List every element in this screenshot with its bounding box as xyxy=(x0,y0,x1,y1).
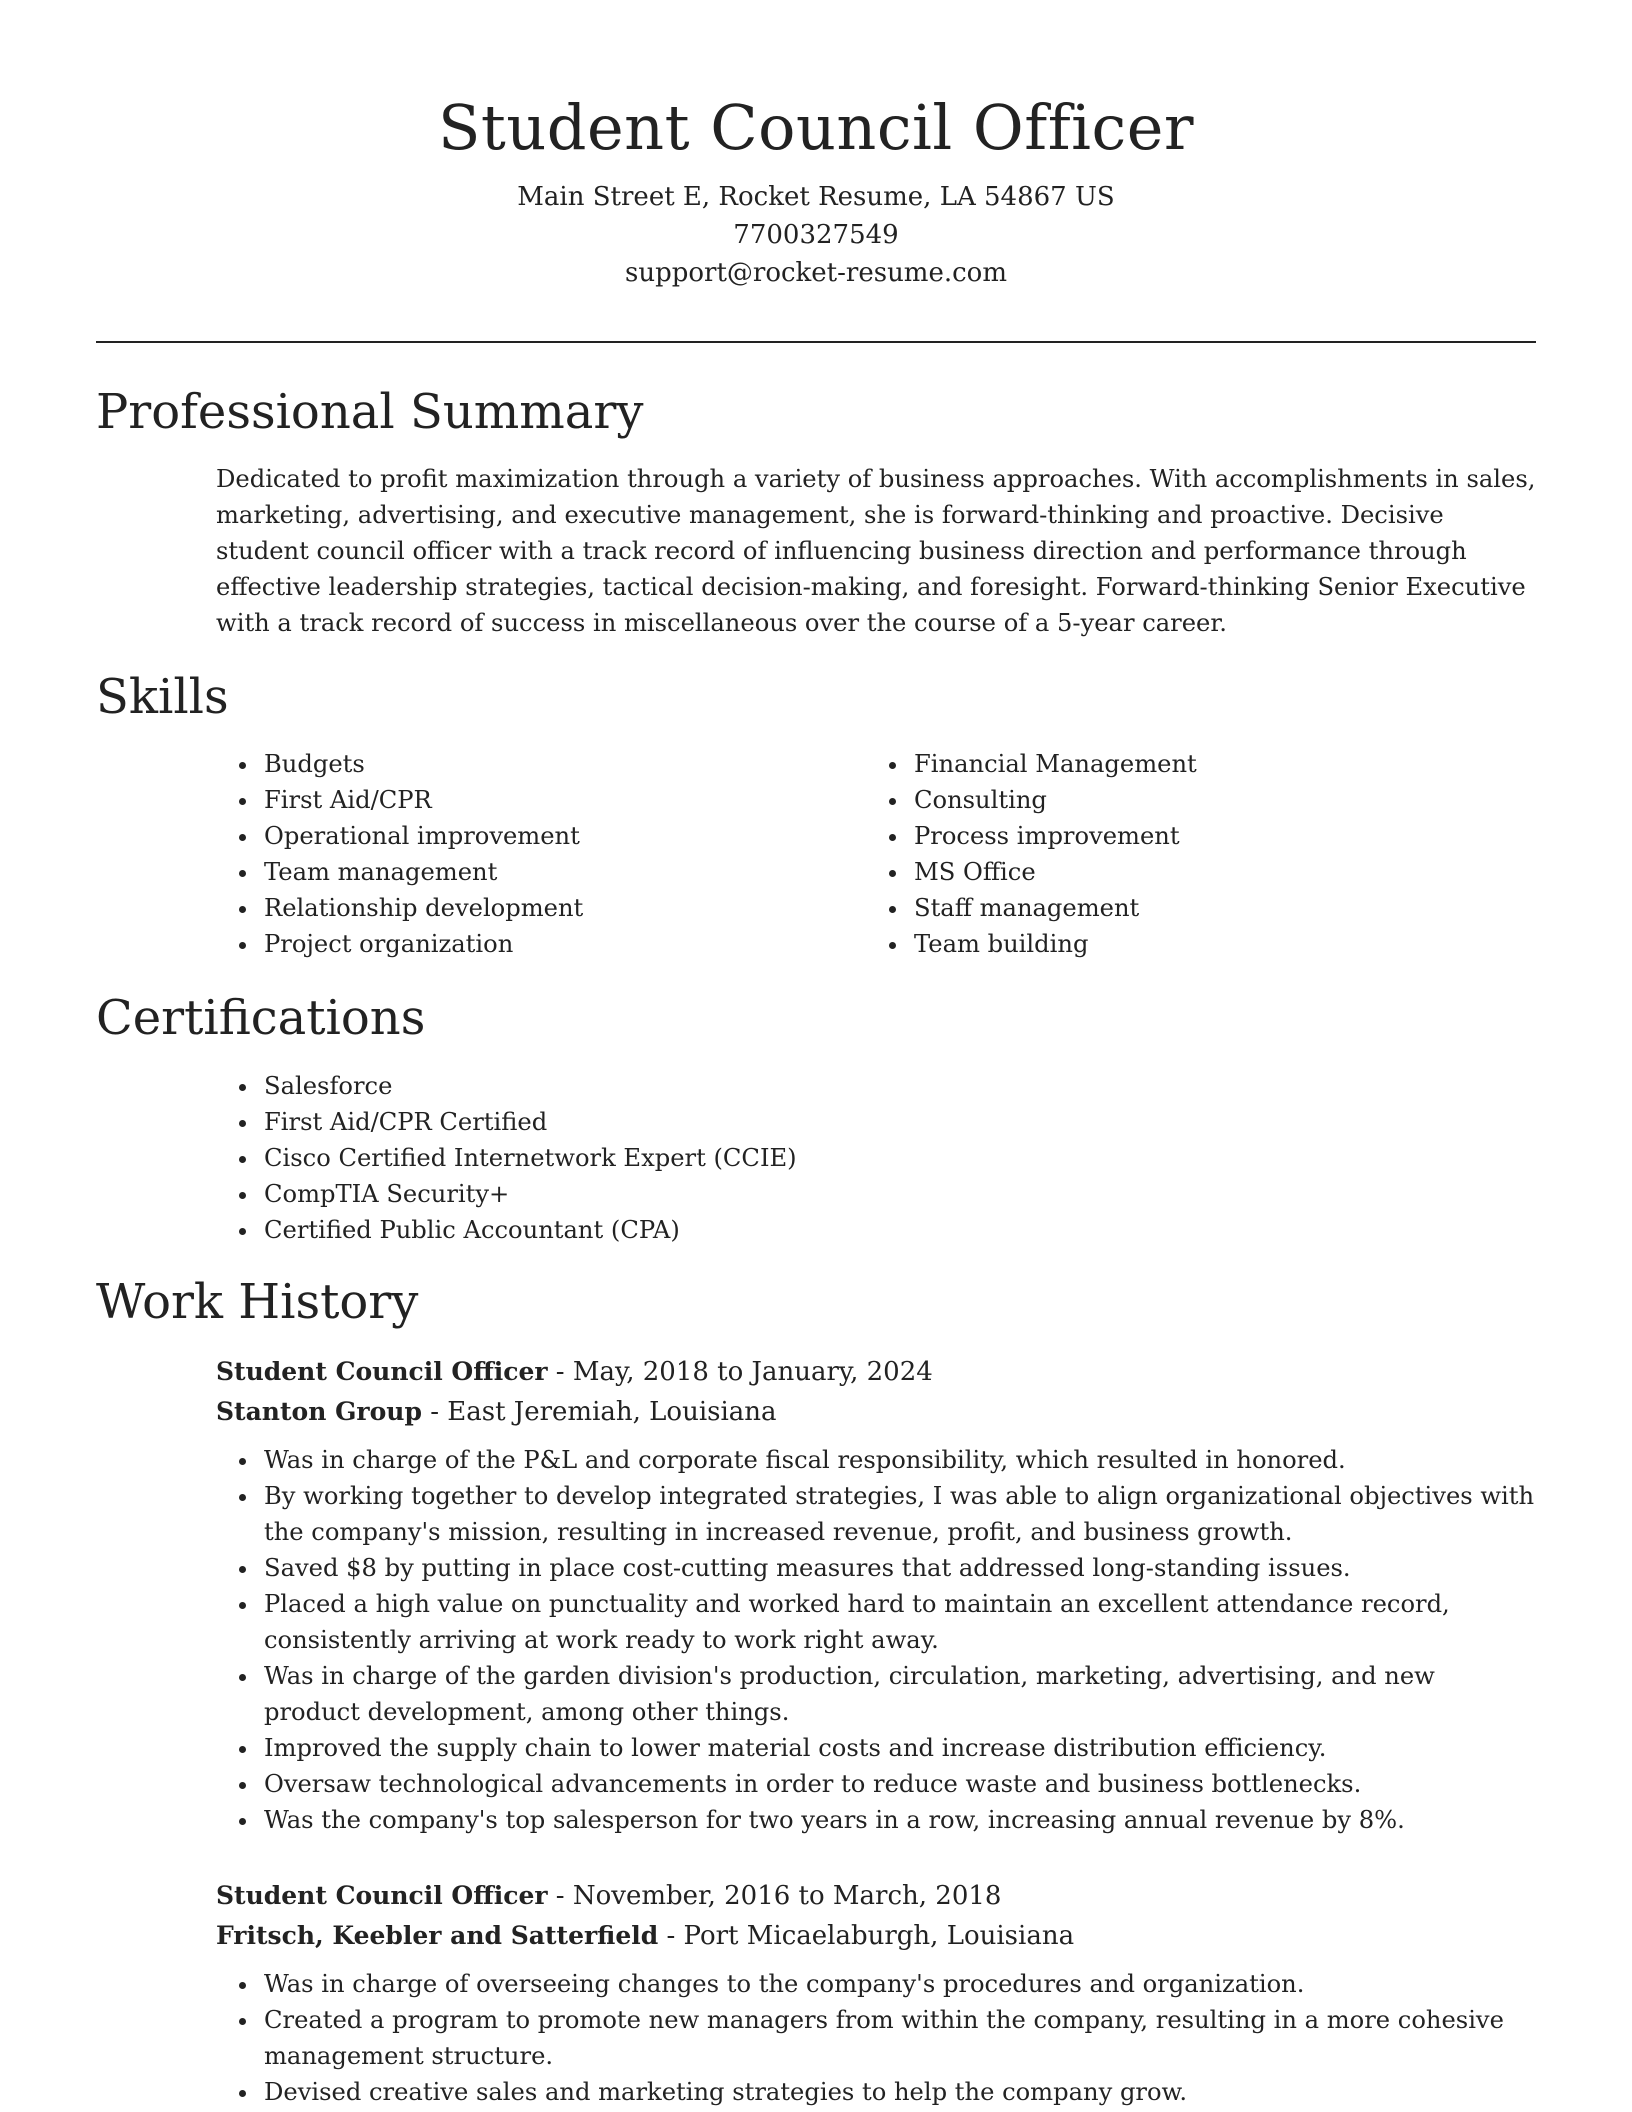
job-title: Student Council Officer xyxy=(216,1357,548,1386)
section-title-certifications: Certifications xyxy=(96,990,426,1046)
contact-email: support@rocket-resume.com xyxy=(624,258,1007,288)
skill-item: • Project organization xyxy=(260,926,856,962)
certification-item: • CompTIA Security+ xyxy=(260,1176,1536,1212)
job-company-line xyxy=(216,1916,1536,1956)
contact-block xyxy=(0,178,1632,292)
certification-item: • Salesforce xyxy=(260,1068,1536,1104)
resume-header xyxy=(0,0,1632,292)
skill-item: • Relationship development xyxy=(260,890,856,926)
job-bullets xyxy=(96,1966,1536,2110)
job-company: Fritsch, Keebler and Satterfield xyxy=(216,1921,659,1950)
skill-item: • Financial Management xyxy=(910,746,1526,782)
certification-item: • First Aid/CPR Certified xyxy=(260,1104,1536,1140)
job-company: Stanton Group xyxy=(216,1397,422,1426)
job-location: - East Jeremiah, Louisiana xyxy=(421,1397,777,1427)
section-title-summary: Professional Summary xyxy=(96,384,644,440)
skills-column-right xyxy=(866,746,1526,962)
job-bullet: • Was in charge of overseeing changes to the company's procedures and organization. xyxy=(260,1966,1536,2002)
job-bullet: • By working together to develop integrated strategies, I was able to align organizational objectives with the company's mission, resulting in increased revenue, profit, and business growth. xyxy=(260,1478,1536,1550)
job-bullet: • Oversaw technological advancements in order to reduce waste and business bottlenecks. xyxy=(260,1766,1536,1802)
skills-column-left xyxy=(216,746,856,962)
job-bullet: • Saved $8 by putting in place cost-cutting measures that addressed long-standing issues. xyxy=(260,1550,1536,1586)
skill-item: • Team management xyxy=(260,854,856,890)
certification-item: • Cisco Certified Internetwork Expert (CCIE) xyxy=(260,1140,1536,1176)
skill-item: • MS Office xyxy=(910,854,1526,890)
job-dates: - November, 2016 to March, 2018 xyxy=(547,1881,1002,1911)
work-entry-2 xyxy=(216,1876,1536,2110)
section-title-work-history: Work History xyxy=(96,1274,419,1330)
job-company-line xyxy=(216,1392,1536,1432)
job-title-line xyxy=(216,1876,1536,1916)
professional-summary-text: Dedicated to profit maximization through a variety of business approaches. With accomplishments in sales, marketing, advertising, and executive management, she is forward-thinking and proactive. Decisive student council officer with a track record of influencing business direction and performance through effective leadership strategies, tactical decision-making, and foresight. Forward-thinking Senior Executive with a track record of success in miscellaneous over the course of a 5-year career. xyxy=(216,465,1536,637)
skill-item: • Staff management xyxy=(910,890,1526,926)
header-divider xyxy=(96,341,1536,343)
skill-item: • First Aid/CPR xyxy=(260,782,856,818)
job-title: Student Council Officer xyxy=(216,1881,548,1910)
skill-item: • Budgets xyxy=(260,746,856,782)
work-entry-1 xyxy=(216,1352,1536,1838)
contact-phone: 7700327549 xyxy=(733,220,899,250)
job-bullet: • Was in charge of the P&L and corporate fiscal responsibility, which resulted in honored. xyxy=(260,1442,1536,1478)
certifications-list xyxy=(216,1068,1536,1248)
job-dates: - May, 2018 to January, 2024 xyxy=(547,1357,933,1387)
job-bullet: • Was the company's top salesperson for two years in a row, increasing annual revenue by 8%. xyxy=(260,1802,1536,1838)
job-title-line xyxy=(216,1352,1536,1392)
skill-item: • Operational improvement xyxy=(260,818,856,854)
certification-item: • Certified Public Accountant (CPA) xyxy=(260,1212,1536,1248)
skill-item: • Team building xyxy=(910,926,1526,962)
job-bullet: • Placed a high value on punctuality and worked hard to maintain an excellent attendance record, consistently arriving at work ready to work right away. xyxy=(260,1586,1536,1658)
job-location: - Port Micaelaburgh, Louisiana xyxy=(658,1921,1075,1951)
skill-item: • Process improvement xyxy=(910,818,1526,854)
job-bullets xyxy=(96,1442,1536,1838)
skill-item: • Consulting xyxy=(910,782,1526,818)
job-bullet: • Created a program to promote new managers from within the company, resulting in a more cohesive management structure. xyxy=(260,2002,1536,2074)
job-bullet: • Was in charge of the garden division's production, circulation, marketing, advertising, and new product development, among other things. xyxy=(260,1658,1536,1730)
job-bullet: • Devised creative sales and marketing strategies to help the company grow. xyxy=(260,2074,1536,2110)
candidate-name: Student Council Officer xyxy=(437,91,1195,164)
contact-address: Main Street E, Rocket Resume, LA 54867 US xyxy=(517,182,1115,212)
job-bullet: • Improved the supply chain to lower material costs and increase distribution efficiency. xyxy=(260,1730,1536,1766)
section-title-skills: Skills xyxy=(96,669,229,725)
